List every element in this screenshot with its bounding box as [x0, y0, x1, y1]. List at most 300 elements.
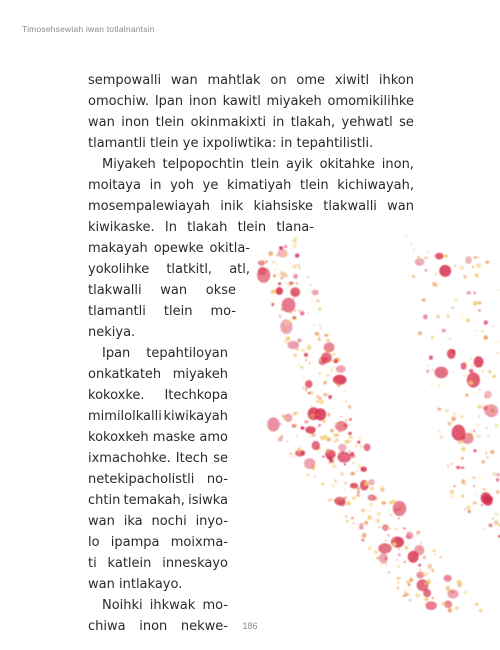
paint-dot — [385, 563, 387, 565]
paint-dot — [482, 461, 485, 464]
paint-dot — [415, 258, 425, 266]
paint-dot — [348, 405, 352, 409]
paint-dot — [439, 265, 451, 277]
word: inon — [121, 115, 150, 130]
text-line — [88, 386, 228, 407]
paint-dot — [463, 590, 467, 594]
paint-dot — [280, 423, 282, 424]
word: Ipan — [102, 346, 131, 361]
paint-dot — [395, 527, 398, 530]
paint-dot — [287, 441, 289, 443]
word: inik — [220, 199, 244, 214]
paint-dot — [463, 483, 467, 486]
word: intlakayo. — [119, 577, 183, 592]
paint-dot — [466, 505, 471, 510]
paint-dot — [453, 412, 457, 416]
paint-dot — [305, 389, 307, 391]
paint-dot — [346, 520, 349, 522]
paint-dot — [451, 494, 454, 498]
word: ome — [296, 73, 326, 88]
paint-dot — [266, 261, 267, 262]
paint-dot — [308, 417, 309, 418]
paint-dot — [331, 498, 334, 501]
paint-dot — [472, 266, 475, 268]
word: nochi — [151, 514, 187, 529]
paint-dot — [435, 367, 449, 379]
paint-dot — [452, 370, 454, 372]
paint-dot — [475, 273, 479, 277]
word: tlein — [150, 136, 179, 151]
paint-dot — [310, 284, 312, 286]
paint-dot — [337, 418, 339, 419]
paint-dot — [473, 501, 477, 504]
paint-dot — [374, 550, 378, 554]
word: kokoxke. — [88, 388, 145, 403]
paint-dot — [475, 330, 477, 332]
paint-dot — [389, 528, 391, 530]
paint-dot — [268, 251, 273, 256]
paint-dot — [308, 436, 311, 438]
paint-dot — [293, 298, 295, 300]
paint-dot — [278, 282, 281, 285]
paint-dot — [466, 262, 468, 264]
word: kiahsiske — [253, 199, 314, 214]
paint-dot — [334, 346, 335, 347]
paint-dot — [492, 376, 493, 378]
paint-dot — [336, 365, 346, 372]
word: lo — [88, 535, 100, 550]
paint-dot — [310, 391, 314, 395]
word: ihkwak — [149, 598, 196, 613]
paint-dot — [481, 370, 484, 372]
paint-dot — [318, 307, 321, 311]
word: tlein — [237, 220, 267, 235]
paint-dot — [297, 284, 298, 285]
paint-dot — [362, 533, 367, 538]
paint-dot — [410, 589, 412, 590]
paint-dot — [314, 476, 315, 477]
paint-dot — [438, 385, 441, 387]
paint-dot — [314, 385, 316, 386]
paint-dot — [334, 440, 337, 443]
paint-dot — [299, 268, 300, 270]
paint-dot — [288, 269, 289, 270]
paint-dot — [432, 569, 435, 572]
paint-dot — [455, 606, 459, 610]
paint-dot — [289, 453, 292, 455]
paint-dot — [418, 564, 421, 567]
text-line — [88, 113, 414, 134]
paint-dot — [280, 272, 283, 275]
paint-dot — [355, 444, 358, 447]
paint-dot — [390, 514, 393, 516]
paint-dot — [271, 303, 274, 306]
paint-dot — [477, 301, 481, 304]
paint-dot — [357, 491, 360, 494]
paint-dot — [492, 326, 494, 328]
paint-dot — [357, 494, 360, 497]
paint-dot — [435, 273, 438, 276]
paint-dot — [408, 551, 419, 563]
paint-dot — [368, 547, 372, 550]
paint-dot — [318, 338, 321, 341]
paint-dot — [397, 581, 400, 584]
paint-dot — [318, 427, 320, 428]
paint-dot — [468, 510, 471, 513]
text-line — [88, 134, 414, 155]
paint-dot — [490, 450, 494, 454]
page-number: 186 — [242, 621, 258, 631]
paint-dot — [307, 276, 309, 278]
paint-dot — [483, 269, 485, 270]
paint-dot — [463, 275, 466, 278]
word: Ipan — [154, 94, 184, 109]
paint-dot — [488, 435, 490, 437]
paint-dot — [474, 486, 475, 487]
paint-dot — [482, 488, 485, 491]
word: nekwe- — [180, 619, 228, 634]
paint-dot — [461, 363, 467, 370]
paint-dot — [368, 515, 372, 520]
paint-dot — [392, 542, 397, 547]
word: ika — [123, 514, 143, 529]
word: inon — [188, 94, 217, 109]
text-line — [88, 512, 228, 533]
paint-dot — [409, 578, 413, 582]
text-line — [88, 323, 236, 344]
word: tlein — [250, 157, 280, 172]
word: se — [213, 451, 228, 466]
paint-dot — [447, 464, 450, 467]
paint-dot — [441, 602, 445, 605]
paint-dot — [324, 393, 328, 397]
paint-dot — [474, 356, 484, 367]
paint-dot — [448, 608, 452, 612]
text-line — [102, 155, 414, 176]
word: ye — [182, 136, 199, 151]
word: kiwikayah — [163, 409, 228, 424]
paint-dot — [376, 519, 380, 524]
paint-dot — [432, 282, 436, 286]
word: Miyakeh — [102, 157, 156, 172]
paint-dot — [380, 486, 384, 490]
paint-dot — [280, 276, 283, 279]
paint-dot — [273, 274, 276, 277]
paint-dot — [311, 406, 313, 407]
paint-dot — [307, 312, 308, 314]
paint-dot — [290, 246, 291, 247]
paint-dot — [417, 579, 429, 591]
paint-dot — [471, 429, 472, 430]
paint-dot — [455, 299, 458, 302]
paint-dot — [393, 539, 395, 541]
paint-dot — [297, 338, 301, 342]
word: ipampa — [110, 535, 160, 550]
paint-dot — [378, 526, 380, 528]
paint-dot — [338, 444, 347, 452]
paint-dot — [418, 586, 420, 588]
paint-dot — [477, 256, 479, 258]
paint-dot — [485, 261, 489, 264]
word: temakah, — [123, 493, 185, 508]
paint-dot — [418, 547, 422, 551]
paint-dot — [447, 422, 452, 426]
paint-dot — [334, 381, 337, 383]
text-line — [88, 533, 228, 554]
paint-dot — [345, 440, 350, 444]
paint-dot — [417, 255, 420, 258]
word: kimatiyah — [226, 178, 292, 193]
paint-dot — [281, 415, 286, 419]
paint-dot — [357, 470, 358, 471]
paint-dot — [318, 336, 320, 338]
paint-dot — [466, 318, 470, 322]
paint-dot — [357, 441, 360, 444]
paint-dot — [435, 253, 444, 260]
word: moixma- — [170, 535, 228, 550]
word: ti — [88, 556, 97, 571]
word: onkatkateh — [88, 367, 162, 382]
paint-dot — [344, 391, 346, 393]
word: mo- — [210, 304, 236, 319]
paint-dot — [350, 472, 355, 476]
paint-dot — [496, 473, 500, 476]
paint-dot — [419, 569, 421, 571]
paint-dot — [349, 436, 352, 439]
paint-dot — [368, 479, 374, 485]
paint-dot — [351, 517, 354, 519]
paint-dot — [403, 527, 406, 529]
paint-dot — [473, 430, 475, 432]
word: inyo- — [195, 514, 228, 529]
paint-dot — [278, 437, 283, 441]
paint-dot — [495, 423, 499, 427]
word: wan — [160, 283, 188, 298]
paint-dot — [327, 438, 332, 442]
paint-dot — [305, 380, 313, 388]
paint-dot — [316, 395, 320, 398]
paint-dot — [293, 354, 297, 357]
paint-dot — [436, 315, 440, 319]
paint-dot — [335, 423, 338, 426]
word: tlein — [300, 178, 329, 193]
paint-dot — [479, 389, 481, 391]
word: Itechkopa — [164, 388, 228, 403]
word: amo — [199, 430, 228, 445]
paint-dot — [439, 556, 442, 558]
paint-dot — [326, 449, 331, 454]
paint-dot — [324, 357, 328, 360]
paint-dot — [307, 345, 312, 351]
word: makayah — [88, 241, 148, 256]
paint-dot — [293, 316, 296, 319]
paint-dot — [364, 481, 369, 486]
text-line — [88, 449, 228, 470]
paint-dot — [357, 487, 361, 491]
paint-dot — [451, 306, 455, 309]
paint-dot — [314, 324, 315, 325]
paint-dot — [481, 504, 483, 507]
paint-dot — [306, 473, 309, 476]
word: se — [399, 115, 414, 130]
paint-dot — [498, 289, 499, 290]
paint-dot — [293, 412, 297, 416]
paint-dot — [393, 501, 407, 516]
paint-dot — [328, 395, 332, 399]
paint-dot — [398, 577, 401, 579]
paint-dot — [427, 564, 432, 569]
paint-dot — [364, 444, 371, 452]
paint-dot — [445, 409, 449, 412]
text-line — [88, 302, 236, 323]
word: tlakwalli — [323, 199, 377, 214]
word: yokolihke — [88, 262, 150, 277]
paint-dot — [410, 580, 411, 581]
paint-dot — [422, 298, 426, 301]
paint-dot — [473, 301, 477, 306]
paint-dot — [406, 581, 409, 583]
text-line — [88, 197, 414, 218]
paint-dot — [481, 330, 484, 332]
paint-dot — [361, 539, 365, 542]
word: mosempalewiayah — [88, 199, 210, 214]
paint-dot — [329, 459, 333, 463]
paint-dot — [398, 553, 401, 556]
paint-dot — [335, 482, 336, 484]
paint-dot — [469, 381, 474, 385]
paint-dot — [297, 447, 301, 451]
paint-dot — [369, 510, 370, 511]
word: ye — [202, 178, 219, 193]
word: inon — [139, 619, 168, 634]
paint-dot — [398, 565, 400, 567]
paint-dot — [461, 457, 464, 459]
word: chtin — [88, 493, 121, 508]
paint-dot — [294, 309, 296, 311]
word: maske — [152, 430, 196, 445]
paint-dot — [324, 334, 328, 337]
paint-dot — [489, 524, 493, 528]
paint-dot — [301, 349, 305, 353]
paint-dot — [432, 549, 436, 552]
paint-dot — [332, 464, 337, 468]
text-line — [88, 491, 228, 512]
paint-dot — [478, 309, 481, 311]
word: in — [280, 136, 293, 151]
paint-dot — [461, 447, 465, 452]
word: okinmakixti — [190, 115, 267, 130]
paint-dot — [406, 593, 409, 596]
paint-dot — [369, 502, 373, 506]
word: ixpoliwtika: — [202, 136, 277, 151]
paint-dot — [340, 416, 342, 417]
paint-dot — [377, 505, 378, 506]
paint-dot — [485, 452, 487, 454]
paint-dot — [467, 372, 480, 387]
paint-dot — [466, 291, 471, 294]
paint-dot — [348, 424, 350, 425]
paint-dot — [340, 424, 342, 426]
paint-dot — [472, 476, 475, 479]
paint-dot — [283, 273, 287, 278]
word: tepahtiloyan — [146, 346, 228, 361]
paint-dot — [343, 489, 344, 490]
text-line — [88, 365, 228, 386]
paint-dot — [416, 531, 420, 534]
paint-dot — [478, 416, 480, 418]
paint-dot — [389, 511, 390, 512]
paint-dot — [340, 515, 341, 516]
paint-dot — [398, 547, 401, 550]
paint-dot — [470, 358, 471, 360]
word: katlein — [107, 556, 152, 571]
paint-dot — [461, 466, 465, 469]
paint-dot — [494, 520, 499, 525]
paint-dot — [412, 275, 415, 278]
paint-dot — [287, 283, 292, 287]
paint-dot — [341, 472, 344, 476]
paint-dot — [346, 501, 351, 505]
word: inneskayo — [162, 556, 228, 571]
paint-dot — [349, 441, 351, 443]
paint-dot — [323, 483, 324, 484]
word: tlakah — [187, 220, 228, 235]
paint-dot — [424, 256, 428, 259]
paint-dot — [460, 266, 464, 270]
paint-dot — [457, 580, 462, 584]
paint-dot — [406, 535, 410, 538]
paint-dot — [387, 534, 390, 537]
paint-dot — [477, 405, 482, 409]
paint-dot — [456, 466, 461, 469]
paint-dot — [372, 519, 373, 520]
text-line — [88, 407, 228, 428]
paint-dot — [319, 399, 323, 404]
running-header: Timosehsewiah iwan totlalnantsin — [22, 24, 155, 34]
paint-dot — [304, 353, 308, 357]
paint-dot — [331, 353, 335, 356]
paint-dot — [444, 254, 448, 258]
paint-dot — [261, 261, 263, 263]
paint-dot — [279, 315, 282, 318]
paint-dot — [297, 264, 300, 267]
paint-dot — [310, 414, 315, 418]
paint-dot — [326, 374, 330, 377]
paint-dot — [337, 452, 351, 463]
paint-dot — [337, 383, 341, 387]
paint-dot — [426, 370, 429, 373]
text-line — [102, 344, 228, 365]
word: yehwatl — [341, 115, 393, 130]
paint-dot — [449, 337, 451, 340]
text-line — [88, 260, 250, 281]
paint-dot — [438, 408, 442, 411]
paint-dot — [447, 315, 450, 318]
paint-dot — [423, 314, 428, 319]
paint-dot — [405, 546, 408, 550]
paint-dot — [478, 277, 480, 278]
paint-dot — [286, 282, 287, 283]
paint-dot — [351, 455, 354, 459]
paint-dot — [359, 526, 364, 529]
word: nekiya. — [88, 325, 136, 340]
paint-dot — [302, 388, 304, 390]
paint-dot — [434, 554, 436, 556]
paint-dot — [327, 351, 329, 354]
word: kawitl — [222, 94, 261, 109]
text-line — [88, 428, 228, 449]
paint-dot — [311, 300, 313, 302]
